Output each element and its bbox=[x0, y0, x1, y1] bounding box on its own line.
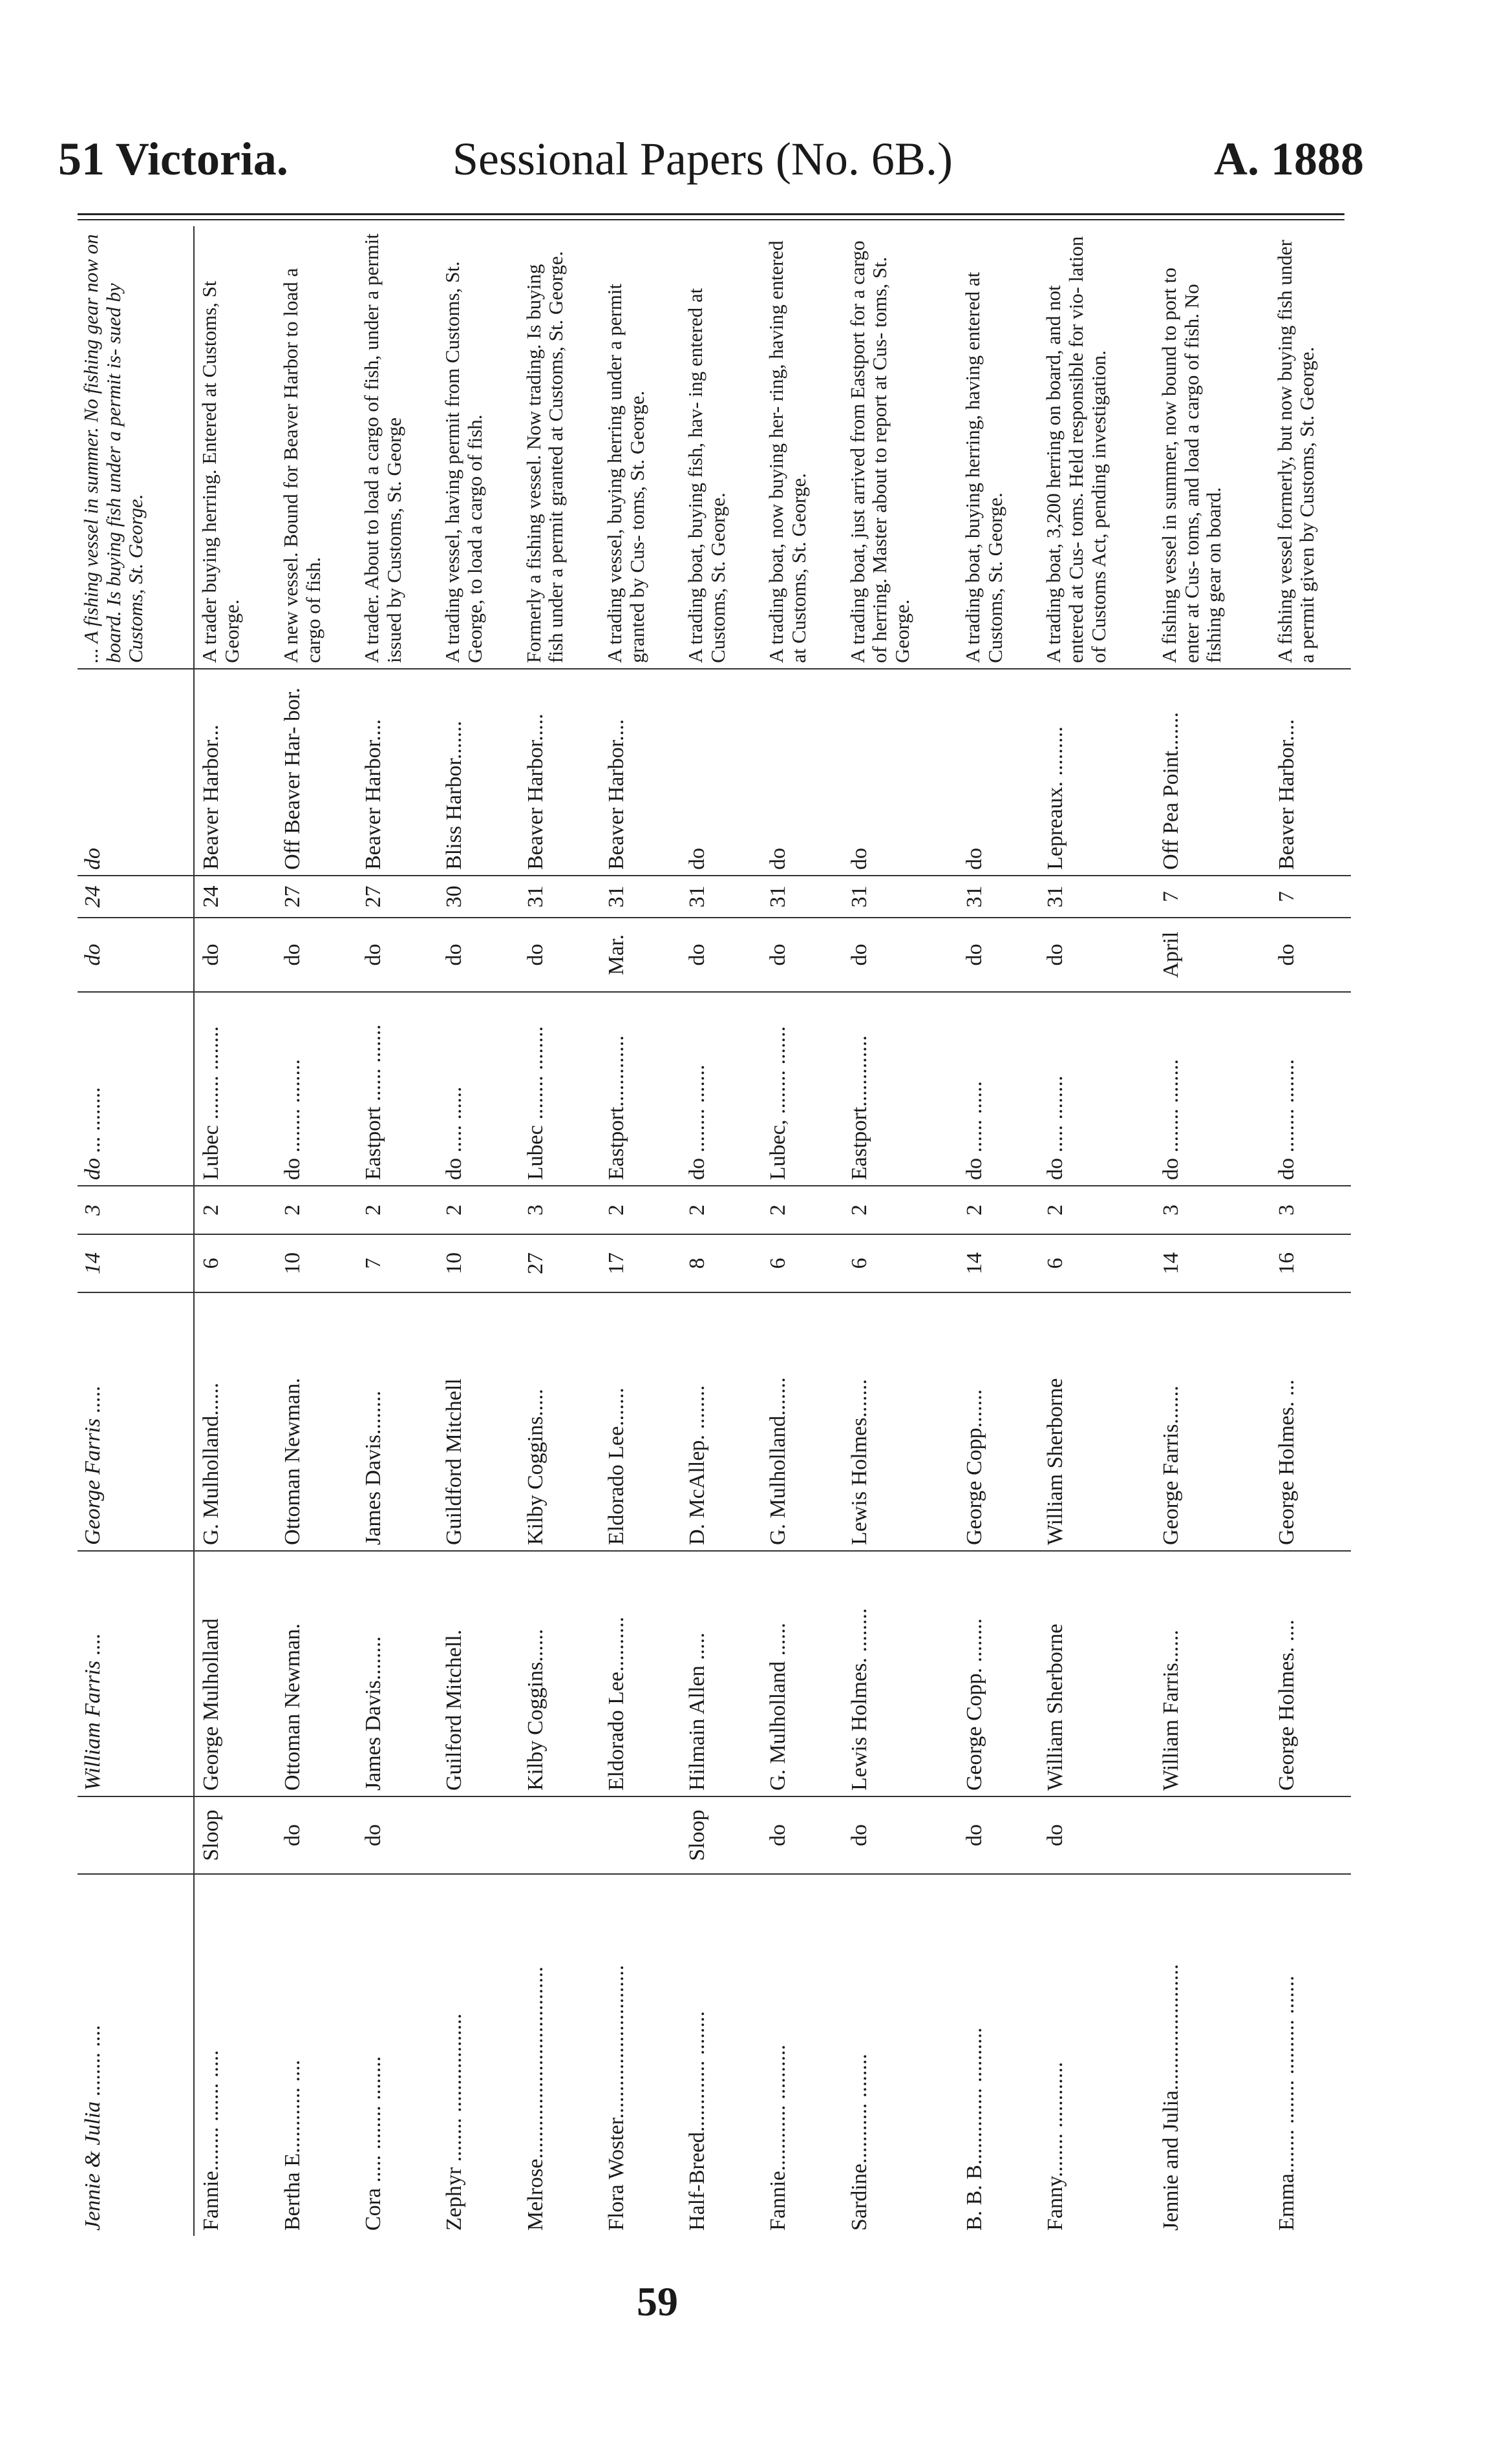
day: 31 bbox=[958, 876, 1039, 918]
master-name: William Farris...... bbox=[1154, 1551, 1270, 1796]
vessel-rig bbox=[78, 1796, 194, 1874]
table-row bbox=[600, 226, 681, 2236]
tonnage: 6 bbox=[761, 1234, 842, 1292]
remarks: A trading boat, just arrived from Eastport for a cargo of herring. Master about to report at Cus- toms, St. George. bbox=[843, 226, 959, 669]
table-row bbox=[681, 226, 761, 2236]
where-boarded: Off Pea Point....... bbox=[1154, 669, 1270, 876]
tonnage: 14 bbox=[1154, 1234, 1270, 1292]
month: April bbox=[1154, 918, 1270, 992]
vessel-name: Melrose................................... bbox=[523, 1966, 547, 2231]
header-title: Sessional Papers (No. 6B.) bbox=[452, 133, 953, 185]
vessel-rig bbox=[1270, 1796, 1351, 1874]
where-boarded: Lepreaux. ......... bbox=[1039, 669, 1154, 876]
crew-count: 3 bbox=[519, 1186, 600, 1234]
continued-row bbox=[78, 226, 194, 2236]
table-row bbox=[519, 226, 600, 2236]
vessel-rig: do bbox=[276, 1796, 357, 1874]
day: 31 bbox=[761, 876, 842, 918]
where-boarded: do bbox=[78, 669, 194, 876]
from-port: Eastport............. bbox=[600, 992, 681, 1186]
remarks: A trading vessel, buying herring under a permit granted by Cus- toms, St. George. bbox=[600, 226, 681, 669]
where-boarded: Beaver Harbor.... bbox=[357, 669, 438, 876]
owner-name: George Holmes. ... bbox=[1270, 1292, 1351, 1551]
master-name: George Copp. ........ bbox=[958, 1551, 1039, 1796]
month: do bbox=[761, 918, 842, 992]
month: do bbox=[681, 918, 761, 992]
day: 24 bbox=[78, 876, 194, 918]
where-boarded: Beaver Harbor..... bbox=[519, 669, 600, 876]
owner-name: William Sherborne bbox=[1039, 1292, 1154, 1551]
owner-name: George Farris ..... bbox=[78, 1292, 194, 1551]
from-port: Eastport............. bbox=[843, 992, 959, 1186]
master-name: Eldorado Lee.......... bbox=[600, 1551, 681, 1796]
table-row bbox=[438, 226, 518, 2236]
owner-name: George Farris....... bbox=[1154, 1292, 1270, 1551]
owner-name: Ottoman Newman. bbox=[276, 1292, 357, 1551]
day: 31 bbox=[843, 876, 959, 918]
header-rule bbox=[78, 213, 1344, 220]
where-boarded: do bbox=[761, 669, 842, 876]
tonnage: 6 bbox=[1039, 1234, 1154, 1292]
crew-count: 2 bbox=[194, 1186, 276, 1234]
table-row bbox=[357, 226, 438, 2236]
day: 31 bbox=[1039, 876, 1154, 918]
master-name: Guilford Mitchell. bbox=[438, 1551, 518, 1796]
month: do bbox=[276, 918, 357, 992]
vessel-name: Fannie........ ....... ..... bbox=[199, 2050, 224, 2231]
table-row bbox=[958, 226, 1039, 2236]
vessel-rig: do bbox=[1039, 1796, 1154, 1874]
day: 7 bbox=[1270, 876, 1351, 918]
vessel-rig: Sloop bbox=[194, 1796, 276, 1874]
owner-name: Kilby Coggins..... bbox=[519, 1292, 600, 1551]
remarks: A trading boat, 3,200 herring on board, and not entered at Cus- toms. Held responsible for vio- lation of Customs Act, pending investigation. bbox=[1039, 226, 1154, 669]
remarks: A trading boat, buying fish, hav- ing entered at Customs, St. George. bbox=[681, 226, 761, 669]
crew-count: 2 bbox=[843, 1186, 959, 1234]
where-boarded: Beaver Harbor... bbox=[194, 669, 276, 876]
table-row bbox=[843, 226, 959, 2236]
month: do bbox=[438, 918, 518, 992]
where-boarded: Beaver Harbor.... bbox=[1270, 669, 1351, 876]
crew-count: 2 bbox=[1039, 1186, 1154, 1234]
vessel-name: Emma........ ........ .......... ....... bbox=[1274, 1975, 1299, 2231]
tonnage: 6 bbox=[843, 1234, 959, 1292]
page-number: 59 bbox=[637, 2279, 678, 2324]
day: 27 bbox=[276, 876, 357, 918]
table-row bbox=[1154, 226, 1270, 2236]
month: do bbox=[519, 918, 600, 992]
tonnage: 7 bbox=[357, 1234, 438, 1292]
page-header bbox=[58, 132, 1364, 191]
vessel-rig: Sloop bbox=[681, 1796, 761, 1874]
vessel-name: Cora ..... ........ ........ bbox=[361, 2056, 386, 2231]
remarks: A trader buying herring. Entered at Customs, St George. bbox=[194, 226, 276, 669]
tonnage: 8 bbox=[681, 1234, 761, 1292]
vessel-name: Half-Breed............. ........ bbox=[685, 2011, 710, 2231]
rotated-table-frame bbox=[78, 226, 1351, 2236]
owner-name: Guildford Mitchell bbox=[438, 1292, 518, 1551]
from-port: do ........ ........ bbox=[1270, 992, 1351, 1186]
remarks: A trading boat, buying herring, having entered at Customs, St. George. bbox=[958, 226, 1039, 669]
master-name: William Sherborne bbox=[1039, 1551, 1154, 1796]
month: do bbox=[1039, 918, 1154, 992]
owner-name: G. Mulholland...... bbox=[194, 1292, 276, 1551]
vessel-table bbox=[78, 226, 1351, 2236]
owner-name: D. McAllep. ........ bbox=[681, 1292, 761, 1551]
from-port: Lubec ........ ........ bbox=[519, 992, 600, 1186]
remarks: ... A fishing vessel in summer. No fishing gear now on board. Is buying fish under a permit is- sued by Customs, St. George. bbox=[78, 226, 194, 669]
tonnage: 10 bbox=[276, 1234, 357, 1292]
crew-count: 3 bbox=[1154, 1186, 1270, 1234]
master-name: Hilmain Allen ..... bbox=[681, 1551, 761, 1796]
where-boarded: do bbox=[958, 669, 1039, 876]
from-port: Lubec ........ ........ bbox=[194, 992, 276, 1186]
from-port: do ...... ...... bbox=[958, 992, 1039, 1186]
from-port: do ..... ........ bbox=[1039, 992, 1154, 1186]
from-port: do ..... ...... bbox=[438, 992, 518, 1186]
tonnage: 14 bbox=[958, 1234, 1039, 1292]
vessel-rig: do bbox=[958, 1796, 1039, 1874]
day: 30 bbox=[438, 876, 518, 918]
day: 31 bbox=[681, 876, 761, 918]
master-name: G. Mulholland ...... bbox=[761, 1551, 842, 1796]
owner-name: James Davis........ bbox=[357, 1292, 438, 1551]
month: do bbox=[194, 918, 276, 992]
vessel-name: Zephyr ........ .................. bbox=[442, 2013, 467, 2231]
crew-count: 2 bbox=[357, 1186, 438, 1234]
from-port: do ........ ....... bbox=[681, 992, 761, 1186]
master-name: Ottoman Newman. bbox=[276, 1551, 357, 1796]
master-name: George Holmes. .... bbox=[1270, 1551, 1351, 1796]
vessel-name: Fannie............ .......... bbox=[766, 2044, 791, 2231]
where-boarded: do bbox=[843, 669, 959, 876]
table-row bbox=[761, 226, 842, 2236]
crew-count: 2 bbox=[600, 1186, 681, 1234]
remarks: A trading vessel, having permit from Customs, St. George, to load a cargo of fish. bbox=[438, 226, 518, 669]
header-session: 51 Victoria. bbox=[58, 133, 288, 185]
vessel-name: Bertha E............ .... bbox=[280, 2059, 304, 2231]
from-port: Eastport ...... ....... bbox=[357, 992, 438, 1186]
master-name: Lewis Holmes. ........ bbox=[843, 1551, 959, 1796]
remarks: A trader. About to load a cargo of fish, under a permit issued by Customs, St. George bbox=[357, 226, 438, 669]
day: 31 bbox=[600, 876, 681, 918]
crew-count: 3 bbox=[78, 1186, 194, 1234]
vessel-name: Flora Woster............................ bbox=[604, 1964, 628, 2231]
crew-count: 2 bbox=[958, 1186, 1039, 1234]
vessel-rig bbox=[600, 1796, 681, 1874]
master-name: Kilby Coggins...... bbox=[519, 1551, 600, 1796]
crew-count: 2 bbox=[761, 1186, 842, 1234]
vessel-rig bbox=[1154, 1796, 1270, 1874]
from-port: Lubec, ........ ....... bbox=[761, 992, 842, 1186]
remarks: A fishing vessel in summer, now bound to port to enter at Cus- toms, and load a cargo of fish. No fishing gear on board. bbox=[1154, 226, 1270, 669]
where-boarded: Off Beaver Har- bor. bbox=[276, 669, 357, 876]
from-port: do ... ........ bbox=[78, 992, 194, 1186]
vessel-rig: do bbox=[843, 1796, 959, 1874]
vessel-rig bbox=[519, 1796, 600, 1874]
remarks: A new vessel. Bound for Beaver Harbor to load a cargo of fish. bbox=[276, 226, 357, 669]
vessel-name: B. B. B.............. .......... bbox=[962, 2027, 987, 2231]
vessel-rig: do bbox=[761, 1796, 842, 1874]
remarks: A fishing vessel formerly, but now buying fish under a permit given by Customs, St. George. bbox=[1270, 226, 1351, 669]
month: do bbox=[843, 918, 959, 992]
vessel-rig: do bbox=[357, 1796, 438, 1874]
master-name: James Davis........ bbox=[357, 1551, 438, 1796]
vessel-name: Jennie & Julia ........ .... bbox=[78, 1874, 194, 2236]
table-row bbox=[194, 226, 276, 2236]
day: 27 bbox=[357, 876, 438, 918]
vessel-name: Fanny........ ............ bbox=[1043, 2061, 1068, 2231]
vessel-rig bbox=[438, 1796, 518, 1874]
where-boarded: Beaver Harbor.... bbox=[600, 669, 681, 876]
header-year: A. 1888 bbox=[1214, 133, 1364, 185]
day: 31 bbox=[519, 876, 600, 918]
month: do bbox=[357, 918, 438, 992]
table-row bbox=[1039, 226, 1154, 2236]
tonnage: 27 bbox=[519, 1234, 600, 1292]
day: 24 bbox=[194, 876, 276, 918]
crew-count: 2 bbox=[276, 1186, 357, 1234]
master-name: William Farris .... bbox=[78, 1551, 194, 1796]
vessel-name: Jennie and Julia....................... bbox=[1159, 1964, 1184, 2231]
owner-name: G. Mulholland....... bbox=[761, 1292, 842, 1551]
day: 7 bbox=[1154, 876, 1270, 918]
crew-count: 3 bbox=[1270, 1186, 1351, 1234]
tonnage: 16 bbox=[1270, 1234, 1351, 1292]
month: do bbox=[1270, 918, 1351, 992]
tonnage: 17 bbox=[600, 1234, 681, 1292]
master-name: George Mulholland bbox=[194, 1551, 276, 1796]
remarks: Formerly a fishing vessel. Now trading. Is buying fish under a permit granted at Customs, St. George. bbox=[519, 226, 600, 669]
crew-count: 2 bbox=[438, 1186, 518, 1234]
remarks: A trading boat, now buying her- ring, having entered at Customs, St. George. bbox=[761, 226, 842, 669]
owner-name: George Copp....... bbox=[958, 1292, 1039, 1551]
crew-count: 2 bbox=[681, 1186, 761, 1234]
from-port: do ........ ........ bbox=[276, 992, 357, 1186]
where-boarded: do bbox=[681, 669, 761, 876]
where-boarded: Bliss Harbor....... bbox=[438, 669, 518, 876]
month: Mar. bbox=[600, 918, 681, 992]
month: do bbox=[78, 918, 194, 992]
from-port: do ........ ........ bbox=[1154, 992, 1270, 1186]
tonnage: 6 bbox=[194, 1234, 276, 1292]
month: do bbox=[958, 918, 1039, 992]
table-row bbox=[276, 226, 357, 2236]
tonnage: 10 bbox=[438, 1234, 518, 1292]
tonnage: 14 bbox=[78, 1234, 194, 1292]
vessel-name: Sardine........... ........ bbox=[847, 2054, 871, 2231]
owner-name: Lewis Holmes....... bbox=[843, 1292, 959, 1551]
owner-name: Eldorado Lee....... bbox=[600, 1292, 681, 1551]
table-row bbox=[1270, 226, 1351, 2236]
